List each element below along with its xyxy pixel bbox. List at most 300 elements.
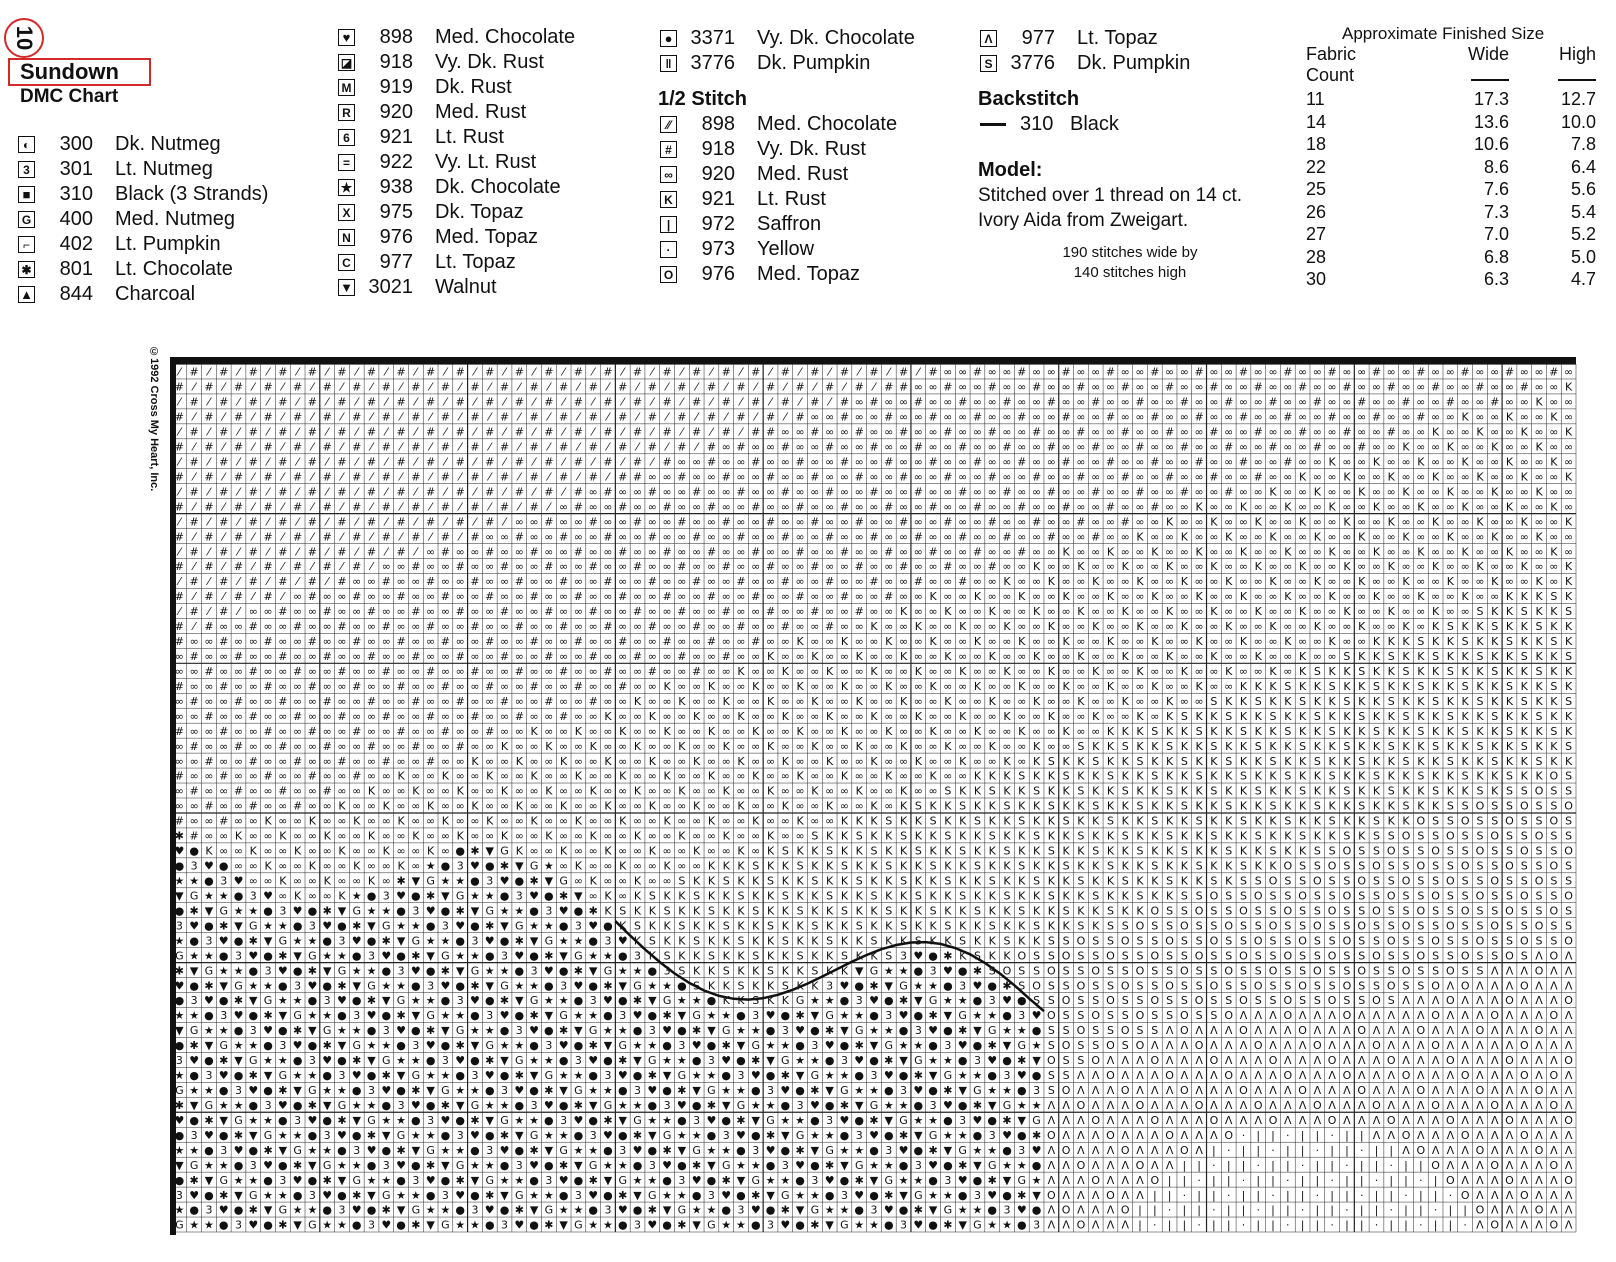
stitch-cell: ★ (913, 1039, 923, 1052)
stitch-cell: K (1447, 575, 1455, 588)
stitch-cell: ★ (307, 1069, 317, 1082)
stitch-cell: K (989, 770, 997, 783)
stitch-cell: ∞ (1195, 441, 1204, 454)
stitch-cell: K (1373, 665, 1381, 678)
stitch-cell: G (604, 1099, 613, 1112)
stitch-cell: S (1240, 979, 1247, 992)
stitch-cell: ∞ (618, 650, 627, 663)
stitch-cell: S (1358, 860, 1365, 873)
stitch-cell: O (1283, 904, 1292, 917)
wide-cell: 17.3 (1416, 88, 1509, 111)
stitch-cell: # (840, 366, 849, 379)
stitch-cell: O (1402, 1069, 1411, 1082)
stitch-cell: ∞ (1357, 590, 1366, 603)
stitch-cell: ∞ (973, 396, 982, 409)
stitch-cell: # (1298, 426, 1307, 439)
stitch-cell: O (1446, 964, 1455, 977)
stitch-cell: ∞ (1298, 485, 1307, 498)
stitch-cell: ⁄ (338, 530, 345, 543)
stitch-cell: ∞ (973, 530, 982, 543)
stitch-cell: ∞ (1357, 455, 1366, 468)
floss-name: Dk. Topaz (435, 201, 524, 224)
stitch-cell: K (900, 800, 908, 813)
stitch-cell: ♥ (293, 1039, 303, 1052)
stitch-cell: # (855, 470, 864, 483)
stitch-cell: K (1343, 755, 1351, 768)
stitch-cell: Λ (1506, 1069, 1514, 1082)
stitch-cell: 3 (871, 1069, 878, 1082)
stitch-cell: # (352, 381, 361, 394)
stitch-cell: K (1136, 904, 1144, 917)
stitch-cell: ∞ (529, 620, 538, 633)
stitch-cell: ✱ (1002, 979, 1011, 992)
stitch-cell: ∞ (263, 650, 272, 663)
stitch-cell: K (486, 770, 494, 783)
stitch-cell: # (1047, 485, 1056, 498)
stitch-cell: K (545, 785, 553, 798)
stitch-cell: K (1181, 740, 1189, 753)
stitch-cell: G (485, 1039, 494, 1052)
stitch-cell: ● (973, 994, 983, 1007)
stitch-cell: ∞ (1401, 411, 1410, 424)
stitch-cell: ∞ (618, 515, 627, 528)
stitch-cell: ∞ (751, 620, 760, 633)
stitch-cell: Λ (1447, 1024, 1455, 1037)
stitch-cell: ∞ (736, 770, 745, 783)
stitch-cell: 3 (427, 1114, 434, 1127)
stitch-cell: Λ (1151, 1084, 1159, 1097)
stitch-cell: # (190, 605, 199, 618)
stitch-cell: # (914, 575, 923, 588)
stitch-cell: ∞ (1239, 470, 1248, 483)
stitch-cell: S (1240, 815, 1247, 828)
fabric-count-cell: 11 (1300, 88, 1416, 111)
stitch-cell: ∞ (1268, 411, 1277, 424)
stitch-cell: K (841, 770, 849, 783)
stitch-cell: K (1358, 575, 1366, 588)
stitch-cell: Λ (1402, 1084, 1410, 1097)
stitch-cell: ∞ (1002, 515, 1011, 528)
stitch-cell: ∞ (1328, 396, 1337, 409)
stitch-cell: O (1328, 1054, 1337, 1067)
fabric-count-cell: 30 (1300, 268, 1416, 291)
stitch-cell: ▼ (190, 964, 199, 977)
stitch-cell: Λ (1506, 1039, 1514, 1052)
stitch-cell: Λ (1062, 1099, 1070, 1112)
stitch-cell: ∞ (1017, 381, 1026, 394)
size-table-title: Approximate Finished Size (1342, 24, 1596, 44)
stitch-cell: K (324, 875, 332, 888)
stitch-cell: K (811, 904, 819, 917)
stitch-cell: ● (455, 1069, 465, 1082)
stitch-cell: K (1506, 590, 1514, 603)
stitch-cell: ∞ (751, 605, 760, 618)
stitch-cell: ∞ (1002, 426, 1011, 439)
stitch-cell: ∞ (707, 665, 716, 678)
stitch-cell: K (1048, 710, 1056, 723)
stitch-cell: S (1447, 620, 1454, 633)
stitch-cell: K (1284, 500, 1292, 513)
stitch-cell: # (574, 396, 583, 409)
stitch-cell: ⁄ (530, 485, 537, 498)
stitch-cell: ✱ (810, 1084, 819, 1097)
stitch-cell: ⁄ (338, 381, 345, 394)
stitch-cell: ∞ (855, 710, 864, 723)
stitch-cell: ∞ (589, 860, 598, 873)
stitch-cell: # (278, 650, 287, 663)
stitch-cell: ⁄ (323, 366, 330, 379)
stitch-cell: ∞ (1357, 381, 1366, 394)
stitch-cell: ● (1032, 1024, 1042, 1037)
stitch-cell: ★ (1002, 1084, 1012, 1097)
stitch-cell: ⁄ (294, 515, 301, 528)
stitch-cell: # (973, 545, 982, 558)
stitch-cell: ∞ (1239, 441, 1248, 454)
stitch-cell: # (219, 426, 228, 439)
stitch-cell: ★ (293, 934, 303, 947)
stitch-cell: ∞ (396, 785, 405, 798)
stitch-cell: ∞ (1342, 545, 1351, 558)
stitch-cell: ● (396, 1039, 406, 1052)
stitch-cell: K (811, 650, 819, 663)
stitch-cell: Λ (1107, 1114, 1115, 1127)
stitch-cell: S (619, 904, 626, 917)
stitch-cell: ∞ (663, 875, 672, 888)
stitch-cell: ⁄ (382, 515, 389, 528)
stitch-cell: K (870, 830, 878, 843)
stitch-cell: ∞ (426, 590, 435, 603)
stitch-cell: ∞ (943, 725, 952, 738)
stitch-cell: ▼ (486, 845, 495, 858)
stitch-cell: # (249, 710, 258, 723)
stitch-cell: ∞ (751, 530, 760, 543)
stitch-cell: K (1299, 515, 1307, 528)
stitch-cell: # (544, 605, 553, 618)
stitch-cell: ∞ (958, 411, 967, 424)
stitch-cell: ∞ (1254, 366, 1263, 379)
stitch-cell: K (915, 875, 923, 888)
stitch-cell: ∞ (529, 845, 538, 858)
stitch-cell: K (708, 889, 716, 902)
stitch-cell: ∞ (441, 695, 450, 708)
stitch-cell: ∞ (707, 470, 716, 483)
stitch-cell: K (930, 875, 938, 888)
stitch-cell: ∞ (973, 575, 982, 588)
stitch-cell: Λ (1491, 979, 1499, 992)
stitch-cell: O (1165, 934, 1174, 947)
stitch-cell: ∞ (1328, 381, 1337, 394)
stitch-cell: ⁄ (634, 441, 641, 454)
stitch-cell: # (929, 500, 938, 513)
stitch-cell: K (1284, 785, 1292, 798)
stitch-cell: 3 (501, 1084, 508, 1097)
stitch-cell: K (1491, 650, 1499, 663)
stitch-cell: ∞ (1150, 426, 1159, 439)
stitch-cell: K (796, 979, 804, 992)
stitch-cell: ∞ (603, 875, 612, 888)
stitch-cell: ∞ (1549, 381, 1558, 394)
stitch-cell: K (1077, 815, 1085, 828)
stitch-cell: K (723, 740, 731, 753)
floss-name: Yellow (757, 238, 814, 261)
stitch-cell: K (826, 904, 834, 917)
stitch-cell: ✱ (618, 1054, 627, 1067)
stitch-cell: ∞ (988, 590, 997, 603)
stitch-cell: O (1195, 994, 1204, 1007)
stitch-cell: K (915, 919, 923, 932)
stitch-cell: Λ (1521, 964, 1529, 977)
stitch-cell: 3 (398, 1099, 405, 1112)
stitch-cell: S (1388, 904, 1395, 917)
stitch-cell: ∞ (929, 575, 938, 588)
stitch-cell: ∞ (736, 740, 745, 753)
stitch-cell: # (352, 590, 361, 603)
stitch-cell: ⁄ (693, 441, 700, 454)
stitch-cell: # (396, 680, 405, 693)
stitch-cell: ∞ (855, 455, 864, 468)
stitch-cell: ∞ (1047, 680, 1056, 693)
stitch-cell: S (1314, 860, 1321, 873)
stitch-cell: K (1565, 470, 1573, 483)
stitch-cell: ★ (322, 1009, 332, 1022)
stitch-cell: ∞ (308, 845, 317, 858)
stitch-cell: ∞ (589, 620, 598, 633)
stitch-cell: ∞ (929, 755, 938, 768)
stitch-cell: ∞ (736, 545, 745, 558)
stitch-cell: K (1240, 800, 1248, 813)
stitch-cell: K (486, 815, 494, 828)
stitch-cell: 3 (471, 934, 478, 947)
stitch-cell: ∞ (707, 485, 716, 498)
stitch-cell: ● (840, 994, 850, 1007)
stitch-cell: ♥ (795, 1024, 805, 1037)
stitch-cell: ♥ (263, 889, 273, 902)
stitch-cell: ∞ (559, 860, 568, 873)
stitch-cell: ∞ (914, 470, 923, 483)
stitch-cell: Λ (1136, 1054, 1144, 1067)
stitch-cell: S (1476, 830, 1483, 843)
stitch-cell: ∞ (485, 530, 494, 543)
stitch-cell: K (723, 904, 731, 917)
stitch-cell: S (1151, 815, 1158, 828)
stitch-cell: ∞ (1446, 426, 1455, 439)
stitch-cell: ∞ (323, 725, 332, 738)
stitch-cell: ∞ (1520, 396, 1529, 409)
stitch-cell: S (1550, 590, 1557, 603)
stitch-cell: S (1329, 815, 1336, 828)
stitch-cell: # (278, 605, 287, 618)
stitch-cell: S (1018, 964, 1025, 977)
stitch-cell: ∞ (869, 725, 878, 738)
stitch-cell: ⁄ (604, 441, 611, 454)
stitch-cell: ● (751, 1084, 761, 1097)
stitch-cell: ★ (500, 964, 510, 977)
stitch-cell: ∞ (603, 635, 612, 648)
stitch-cell: ∞ (1180, 411, 1189, 424)
stitch-cell: 3 (501, 949, 508, 962)
stitch-cell: ∞ (1209, 530, 1218, 543)
stitch-cell: S (1462, 934, 1469, 947)
stitch-cell: ∞ (1461, 530, 1470, 543)
stitch-cell: K (1388, 710, 1396, 723)
stitch-cell: ∞ (515, 680, 524, 693)
stitch-cell: S (1107, 860, 1114, 873)
stitch-cell: ∞ (1431, 500, 1440, 513)
stitch-cell: K (930, 934, 938, 947)
stitch-cell: K (1196, 680, 1204, 693)
stitch-cell: ● (943, 1024, 953, 1037)
stitch-cell: ★ (559, 994, 569, 1007)
stitch-cell: ∞ (1239, 620, 1248, 633)
stitch-cell: ∞ (1150, 515, 1159, 528)
stitch-cell: # (263, 381, 272, 394)
stitch-cell: K (1329, 545, 1337, 558)
stitch-cell: ∞ (456, 665, 465, 678)
stitch-cell: ∞ (899, 770, 908, 783)
stitch-cell: ∞ (1002, 605, 1011, 618)
floss-name: Lt. Rust (757, 188, 826, 211)
stitch-cell: K (501, 740, 509, 753)
stitch-cell: # (411, 470, 420, 483)
stitch-cell: ∞ (529, 605, 538, 618)
stitch-cell: ∞ (278, 889, 287, 902)
stitch-cell: O (1431, 889, 1440, 902)
slash-symbol-icon: ⁄⁄ (660, 116, 677, 133)
floss-name: Med. Chocolate (435, 26, 575, 49)
stitch-cell: ∞ (1268, 366, 1277, 379)
stitch-cell: ∞ (796, 620, 805, 633)
stitch-cell: # (1461, 366, 1470, 379)
stitch-cell: K (1122, 695, 1130, 708)
stitch-cell: ∞ (1490, 455, 1499, 468)
stitch-cell: ★ (455, 949, 465, 962)
stitch-cell: ∞ (352, 710, 361, 723)
stitch-cell: Λ (1417, 994, 1425, 1007)
stitch-cell: ♥ (455, 1054, 465, 1067)
stitch-cell: ★ (440, 934, 450, 947)
stitch-cell: ∞ (1165, 485, 1174, 498)
stitch-cell: ∞ (1150, 575, 1159, 588)
stitch-cell: ● (175, 860, 185, 873)
stitch-cell: ∞ (707, 650, 716, 663)
stitch-cell: ★ (928, 1114, 938, 1127)
stitch-cell: ∞ (1372, 605, 1381, 618)
stitch-cell: ∞ (1047, 560, 1056, 573)
stitch-cell: S (1018, 904, 1025, 917)
stitch-cell: ∞ (529, 665, 538, 678)
stitch-cell: ∞ (988, 545, 997, 558)
stitch-cell: ∞ (1387, 366, 1396, 379)
stitch-cell: ⁄ (382, 396, 389, 409)
stitch-cell: ● (485, 1084, 495, 1097)
stitch-cell: K (649, 845, 657, 858)
stitch-cell: K (1462, 740, 1470, 753)
stitch-cell: K (900, 934, 908, 947)
stitch-cell: ∞ (1505, 575, 1514, 588)
stitch-cell: ∞ (1121, 396, 1130, 409)
stitch-cell: K (1225, 665, 1233, 678)
stitch-cell: S (811, 875, 818, 888)
stitch-cell: K (708, 875, 716, 888)
stitch-cell: S (1284, 725, 1291, 738)
stitch-cell: ∞ (1520, 411, 1529, 424)
floss-number: 976 (677, 263, 735, 286)
stitch-cell: O (1387, 845, 1396, 858)
stitch-cell: ⁄ (190, 620, 197, 633)
stitch-cell: # (367, 545, 376, 558)
stitch-cell: K (1535, 605, 1543, 618)
stitch-cell: ★ (736, 1084, 746, 1097)
stitch-cell: ★ (263, 979, 273, 992)
stitch-cell: ● (618, 949, 628, 962)
floss-name: Lt. Topaz (435, 251, 516, 274)
stitch-cell: K (619, 815, 627, 828)
stitch-cell: # (869, 396, 878, 409)
stitch-cell: ✱ (751, 1054, 760, 1067)
stitch-cell: # (293, 560, 302, 573)
stitch-cell: # (751, 635, 760, 648)
stitch-cell: 3 (516, 889, 523, 902)
stitch-cell: ∞ (352, 575, 361, 588)
stitch-cell: ⁄ (796, 396, 803, 409)
stitch-cell: ▼ (633, 1054, 642, 1067)
stitch-cell: # (396, 515, 405, 528)
stitch-cell: ∞ (1549, 485, 1558, 498)
stitch-cell: O (1313, 919, 1322, 932)
stitch-cell: S (1536, 934, 1543, 947)
stitch-cell: S (1536, 904, 1543, 917)
stitch-cell: S (1255, 919, 1262, 932)
stitch-cell: ✱ (943, 1084, 952, 1097)
stitch-cell: ● (396, 949, 406, 962)
stitch-cell: K (1092, 815, 1100, 828)
stitch-cell: ∞ (293, 635, 302, 648)
stitch-cell: G (825, 1009, 834, 1022)
stitch-cell: # (677, 515, 686, 528)
stitch-cell: ∞ (677, 500, 686, 513)
stitch-cell: K (1077, 860, 1085, 873)
stitch-cell: Λ (1387, 1099, 1395, 1112)
stitch-cell: ● (234, 889, 244, 902)
stitch-cell: ✱ (736, 1114, 745, 1127)
stitch-cell: ● (810, 1024, 820, 1037)
stitch-cell: ∞ (1505, 470, 1514, 483)
stitch-cell: ⁄ (412, 485, 419, 498)
stitch-cell: ∞ (914, 740, 923, 753)
stitch-cell: K (1181, 860, 1189, 873)
stitch-cell: # (293, 800, 302, 813)
stitch-cell: ● (352, 949, 362, 962)
stitch-cell: K (989, 934, 997, 947)
stitch-cell: S (1329, 845, 1336, 858)
stitch-cell: ✱ (396, 1009, 405, 1022)
stitch-cell: ∞ (1387, 500, 1396, 513)
stitch-cell: K (1255, 725, 1263, 738)
stitch-cell: K (1550, 650, 1558, 663)
stitch-cell: Λ (1328, 1009, 1336, 1022)
stitch-cell: ∞ (1254, 530, 1263, 543)
stitch-cell: ⁄ (441, 366, 448, 379)
stitch-cell: G (175, 1084, 184, 1097)
stitch-cell: K (1240, 755, 1248, 768)
stitch-cell: ∞ (855, 620, 864, 633)
stitch-cell: ∞ (441, 575, 450, 588)
stitch-cell: ★ (174, 875, 184, 888)
stitch-cell: ∞ (603, 785, 612, 798)
stitch-cell: ∞ (943, 411, 952, 424)
stitch-cell: K (619, 770, 627, 783)
stitch-cell: ▼ (219, 979, 228, 992)
